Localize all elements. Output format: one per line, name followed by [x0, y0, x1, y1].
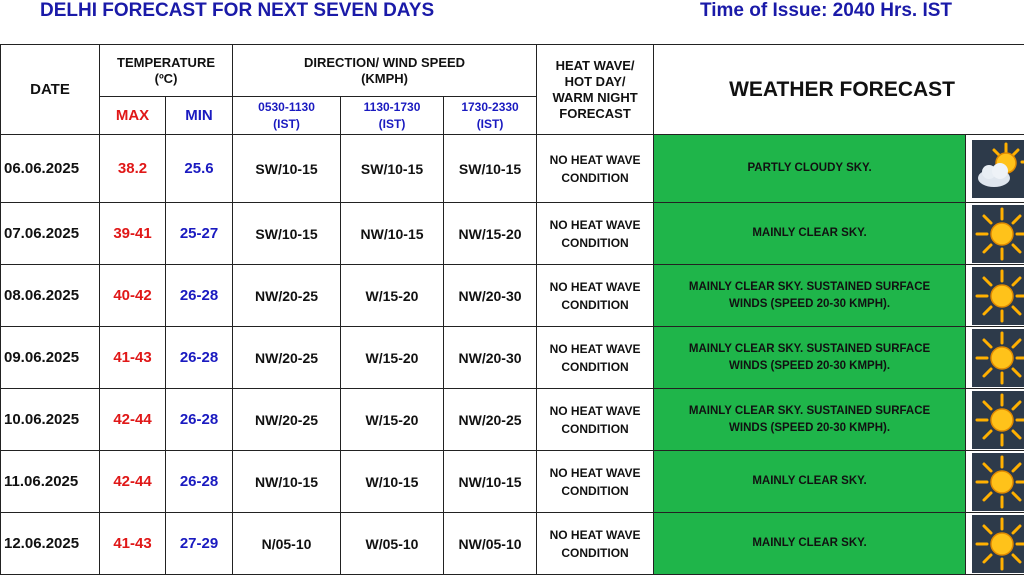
cell-wind-slot2: W/15-20	[341, 327, 444, 389]
col-header-slot3	[444, 97, 537, 135]
cell-wind-slot3: SW/10-15	[444, 135, 537, 203]
cell-wind-slot3: NW/20-30	[444, 265, 537, 327]
forecast-line: MAINLY CLEAR SKY. SUSTAINED SURFACE	[688, 404, 931, 417]
heat-header-line: FORECAST	[559, 105, 631, 121]
heat-line: NO HEAT WAVE	[549, 527, 641, 542]
cell-heat-forecast	[537, 451, 654, 513]
cell-date: 07.06.2025	[1, 203, 100, 265]
cell-date: 10.06.2025	[1, 389, 100, 451]
cell-min-temp: 26-28	[166, 451, 233, 513]
cell-date: 08.06.2025	[1, 265, 100, 327]
col-header-temperature	[100, 45, 233, 97]
table-row	[1, 389, 1024, 451]
forecast-line: MAINLY CLEAR SKY.	[752, 227, 867, 239]
cell-max-temp: 42-44	[100, 389, 166, 451]
cell-weather-icon	[966, 451, 1024, 513]
heat-line: CONDITION	[561, 421, 629, 436]
cell-min-temp: 25-27	[166, 203, 233, 265]
cell-wind-slot2: W/15-20	[341, 265, 444, 327]
cell-wind-slot2: W/15-20	[341, 389, 444, 451]
cell-heat-forecast	[537, 135, 654, 203]
cell-min-temp: 26-28	[166, 327, 233, 389]
cell-min-temp: 26-28	[166, 389, 233, 451]
cell-min-temp: 27-29	[166, 513, 233, 575]
cell-wind-slot2: SW/10-15	[341, 135, 444, 203]
heat-header-line: HOT DAY/	[564, 73, 626, 89]
cell-max-temp: 41-43	[100, 513, 166, 575]
cell-weather-forecast	[654, 327, 966, 389]
cell-date: 11.06.2025	[1, 451, 100, 513]
col-header-max: MAX	[100, 97, 166, 135]
cell-weather-forecast	[654, 135, 966, 203]
table-row	[1, 203, 1024, 265]
cell-wind-slot2: W/05-10	[341, 513, 444, 575]
cell-heat-forecast	[537, 203, 654, 265]
cell-wind-slot1: NW/10-15	[233, 451, 341, 513]
page-title: DELHI FORECAST FOR NEXT SEVEN DAYS	[40, 0, 435, 21]
heat-line: CONDITION	[561, 235, 629, 250]
col-header-forecast: WEATHER FORECAST	[654, 45, 1024, 135]
temperature-label: TEMPERATURE	[117, 54, 215, 70]
heat-line: CONDITION	[561, 483, 629, 498]
cell-max-temp: 38.2	[100, 135, 166, 203]
forecast-line: WINDS (SPEED 20-30 KMPH).	[729, 297, 891, 310]
sun-icon	[972, 391, 1024, 449]
cell-weather-icon	[966, 513, 1024, 575]
cell-wind-slot2: NW/10-15	[341, 203, 444, 265]
cell-wind-slot1: N/05-10	[233, 513, 341, 575]
cell-date: 09.06.2025	[1, 327, 100, 389]
cell-weather-icon	[966, 135, 1024, 203]
cell-weather-forecast	[654, 513, 966, 575]
cell-min-temp: 26-28	[166, 265, 233, 327]
heat-line: CONDITION	[561, 297, 629, 312]
cell-weather-forecast	[654, 389, 966, 451]
heat-line: NO HEAT WAVE	[549, 217, 641, 232]
col-header-heat	[537, 45, 654, 135]
forecast-table	[0, 44, 1024, 575]
heat-line: CONDITION	[561, 359, 629, 374]
forecast-line: MAINLY CLEAR SKY.	[752, 475, 867, 487]
slot-unit: (IST)	[273, 116, 300, 131]
heat-line: CONDITION	[561, 545, 629, 560]
table-row	[1, 327, 1024, 389]
issue-time: Time of Issue: 2040 Hrs. IST	[700, 0, 953, 21]
heat-header-line: WARM NIGHT	[552, 89, 638, 105]
cell-wind-slot3: NW/15-20	[444, 203, 537, 265]
cell-heat-forecast	[537, 389, 654, 451]
col-header-wind	[233, 45, 537, 97]
slot-time: 1730-2330	[461, 99, 519, 114]
forecast-line: MAINLY CLEAR SKY.	[752, 537, 867, 549]
cell-wind-slot3: NW/10-15	[444, 451, 537, 513]
slot-time: 1130-1730	[363, 99, 421, 114]
forecast-line: PARTLY CLOUDY SKY.	[747, 162, 872, 174]
sun-icon	[972, 453, 1024, 511]
cell-max-temp: 42-44	[100, 451, 166, 513]
table-row	[1, 265, 1024, 327]
sun-icon	[972, 205, 1024, 263]
cell-heat-forecast	[537, 265, 654, 327]
temperature-unit: (ºC)	[154, 70, 178, 86]
col-header-min: MIN	[166, 97, 233, 135]
cell-weather-forecast	[654, 203, 966, 265]
heat-line: NO HEAT WAVE	[549, 152, 641, 167]
slot-unit: (IST)	[378, 116, 406, 131]
cell-heat-forecast	[537, 327, 654, 389]
wind-unit: (KMPH)	[361, 70, 408, 86]
cell-wind-slot1: SW/10-15	[233, 203, 341, 265]
heat-line: NO HEAT WAVE	[549, 279, 641, 294]
cell-wind-slot1: SW/10-15	[233, 135, 341, 203]
wind-label: DIRECTION/ WIND SPEED	[303, 54, 466, 70]
cell-max-temp: 41-43	[100, 327, 166, 389]
cell-heat-forecast	[537, 513, 654, 575]
heat-line: CONDITION	[561, 170, 629, 185]
cell-wind-slot3: NW/05-10	[444, 513, 537, 575]
cell-wind-slot1: NW/20-25	[233, 389, 341, 451]
forecast-line: WINDS (SPEED 20-30 KMPH).	[729, 421, 891, 434]
col-header-date: DATE	[1, 45, 100, 135]
cell-wind-slot1: NW/20-25	[233, 327, 341, 389]
sun-icon	[972, 329, 1024, 387]
sun-icon	[972, 515, 1024, 573]
heat-line: NO HEAT WAVE	[549, 403, 641, 418]
cell-date: 06.06.2025	[1, 135, 100, 203]
col-header-slot1	[233, 97, 341, 135]
table-row	[1, 135, 1024, 203]
table-row	[1, 513, 1024, 575]
forecast-line: MAINLY CLEAR SKY. SUSTAINED SURFACE	[688, 342, 931, 355]
cell-wind-slot3: NW/20-30	[444, 327, 537, 389]
heat-line: NO HEAT WAVE	[549, 341, 641, 356]
col-header-slot2	[341, 97, 444, 135]
table-row	[1, 451, 1024, 513]
cell-weather-icon	[966, 327, 1024, 389]
cell-max-temp: 40-42	[100, 265, 166, 327]
cell-wind-slot1: NW/20-25	[233, 265, 341, 327]
forecast-line: WINDS (SPEED 20-30 KMPH).	[729, 359, 891, 372]
cell-weather-icon	[966, 389, 1024, 451]
cell-wind-slot3: NW/20-25	[444, 389, 537, 451]
heat-header-line: HEAT WAVE/	[555, 57, 635, 73]
slot-unit: (IST)	[476, 116, 504, 131]
cell-wind-slot2: W/10-15	[341, 451, 444, 513]
cell-max-temp: 39-41	[100, 203, 166, 265]
slot-time: 0530-1130	[258, 99, 315, 114]
sun-icon	[972, 267, 1024, 325]
cell-weather-icon	[966, 203, 1024, 265]
forecast-line: MAINLY CLEAR SKY. SUSTAINED SURFACE	[688, 280, 931, 293]
heat-line: NO HEAT WAVE	[549, 465, 641, 480]
cell-weather-forecast	[654, 451, 966, 513]
cell-date: 12.06.2025	[1, 513, 100, 575]
cell-weather-icon	[966, 265, 1024, 327]
cell-weather-forecast	[654, 265, 966, 327]
partly-cloudy-icon	[972, 140, 1024, 198]
cell-min-temp: 25.6	[166, 135, 233, 203]
